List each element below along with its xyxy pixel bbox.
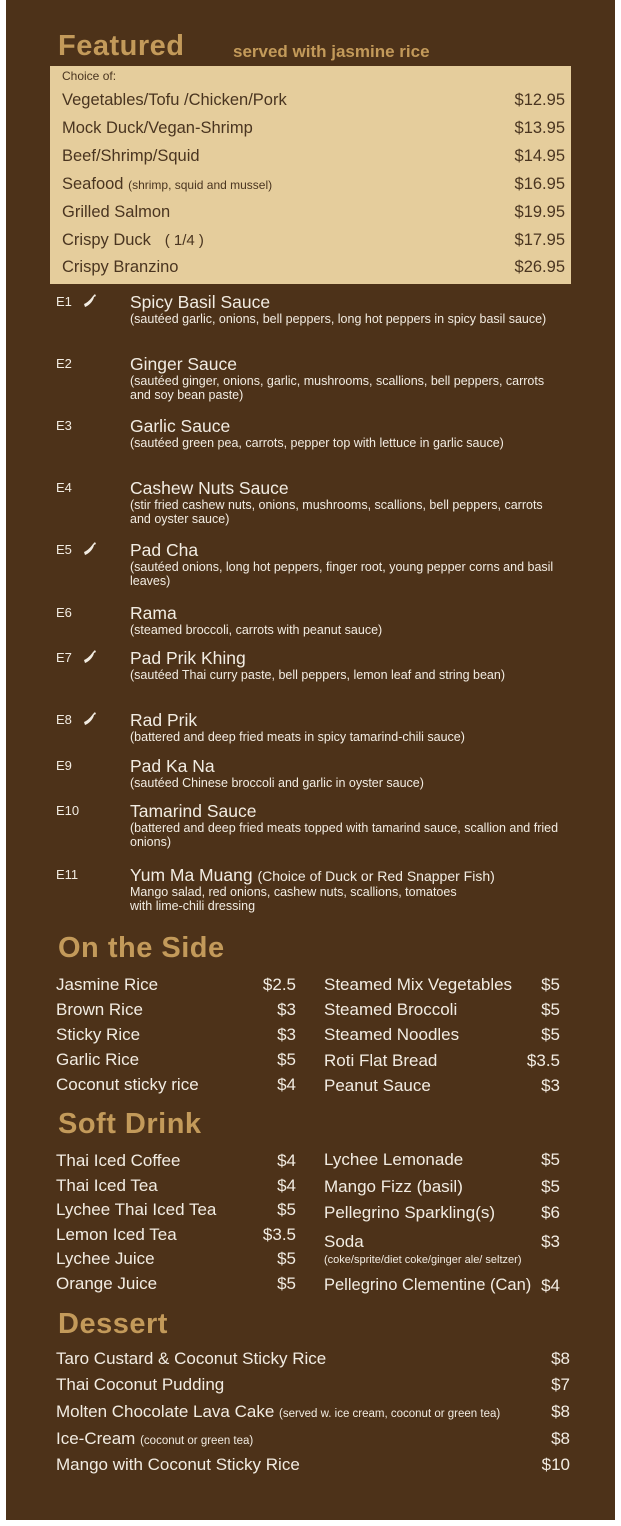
featured-row — [62, 175, 565, 197]
entree-name: Garlic Sauce — [130, 416, 231, 436]
entree-name: Pad Prik Khing — [130, 648, 246, 668]
entree-code: E2 — [56, 356, 72, 371]
featured-row-name: Vegetables/Tofu /Chicken/Pork — [62, 91, 287, 109]
drink-item-price: $5 — [541, 1177, 560, 1196]
featured-row-name: Crispy Duck — [62, 231, 151, 249]
entree-description: (battered and deep fried meats topped with tamarind sauce, scallion and fried onions) — [130, 821, 559, 849]
drink-item-name: Lychee Lemonade — [324, 1150, 464, 1169]
featured-row-price: $16.95 — [514, 175, 565, 193]
entree-name: Rama — [130, 603, 177, 623]
featured-row-name: Mock Duck/Vegan-Shrimp — [62, 119, 253, 137]
dessert-item-name — [56, 1349, 326, 1369]
entree-description: (sautéed ginger, onions, garlic, mushrooms, scallions, bell peppers, carrots and soy bean paste) — [130, 374, 545, 402]
drink-item-price: $3 — [541, 1232, 560, 1251]
entree-name: Ginger Sauce — [130, 354, 238, 374]
dessert-item-name — [56, 1455, 300, 1475]
dessert-name-text: Molten Chocolate Lava Cake — [56, 1402, 275, 1421]
chili-pepper-icon — [82, 293, 98, 309]
entree-code: E6 — [56, 605, 72, 620]
dessert-name-text: Taro Custard & Coconut Sticky Rice — [56, 1349, 327, 1368]
entree-code: E7 — [56, 650, 72, 665]
side-item-price: $3 — [541, 1076, 560, 1095]
featured-row-price: $19.95 — [514, 203, 565, 221]
entree-description: (battered and deep fried meats in spicy tamarind-chili sauce) — [130, 730, 465, 744]
side-item-price: $3 — [277, 1000, 296, 1019]
dessert-item-price: $10 — [541, 1455, 570, 1474]
featured-row — [62, 231, 565, 253]
entree-code: E1 — [56, 294, 72, 309]
dessert-item-price: $8 — [551, 1429, 570, 1448]
entree-code: E4 — [56, 480, 72, 495]
entree-code: E10 — [56, 803, 80, 818]
entree-description: (sautéed Chinese broccoli and garlic in oyster sauce) — [130, 776, 424, 790]
featured-row — [62, 119, 565, 141]
menu-page — [6, 0, 615, 1520]
side-item-price: $5 — [541, 1025, 560, 1044]
side-item-name: Steamed Noodles — [324, 1025, 460, 1044]
side-item-price: $3.5 — [526, 1051, 560, 1070]
entree-description: (sautéed Thai curry paste, bell peppers, lemon leaf and string bean) — [130, 668, 505, 682]
side-item-name: Steamed Mix Vegetables — [324, 975, 513, 994]
entree-description: (steamed broccoli, carrots with peanut sauce) — [130, 623, 383, 637]
entree-code: E11 — [56, 867, 79, 882]
entree-name: Tamarind Sauce — [130, 801, 257, 821]
chili-pepper-icon — [82, 649, 98, 665]
drink-item-name: Pellegrino Sparkling(s) — [324, 1203, 496, 1222]
entree-description: Mango salad, red onions, cashew nuts, scallions, tomatoes with lime-chili dressing — [130, 885, 457, 913]
featured-row — [62, 147, 565, 169]
entree-description: (sautéed onions, long hot peppers, finger root, young pepper corns and basil leaves) — [130, 560, 554, 588]
drink-item-price: $3.5 — [262, 1225, 296, 1244]
entree-description: (sautéed green pea, carrots, pepper top with lettuce in garlic sauce) — [130, 436, 504, 450]
entree-extra: (Choice of Duck or Red Snapper Fish) — [257, 868, 495, 884]
featured-row-note: ( 1/4 ) — [164, 232, 204, 249]
dessert-item-name — [56, 1402, 500, 1422]
drink-item-price: $5 — [541, 1150, 560, 1169]
dessert-item-price: $8 — [551, 1349, 570, 1368]
side-item-price: $4 — [277, 1075, 296, 1094]
side-item-price: $5 — [541, 975, 560, 994]
featured-price-panel — [50, 66, 571, 284]
featured-row-price: $14.95 — [514, 147, 565, 165]
entree-name: Spicy Basil Sauce — [130, 292, 271, 312]
side-item-price: $2.5 — [262, 975, 296, 994]
drink-item-name: Soda — [324, 1232, 364, 1251]
drink-item-name: Lychee Thai Iced Tea — [56, 1200, 217, 1219]
sides-title: On the Side — [58, 932, 225, 964]
featured-title: Featured — [58, 30, 185, 62]
featured-row-name: Crispy Branzino — [62, 258, 179, 276]
featured-row-price: $26.95 — [514, 258, 565, 276]
featured-row-price: $12.95 — [514, 91, 565, 109]
entree-name: Pad Ka Na — [130, 756, 215, 776]
drink-item-name: Thai Iced Tea — [56, 1176, 158, 1195]
entree-description: (sautéed garlic, onions, bell peppers, long hot peppers in spicy basil sauce) — [130, 312, 547, 326]
featured-row — [62, 91, 565, 113]
side-item-name: Coconut sticky rice — [56, 1075, 199, 1094]
drink-item-note: (coke/sprite/diet coke/ginger ale/ seltzer) — [324, 1254, 522, 1266]
drink-item-price: $5 — [277, 1274, 296, 1293]
side-item-name: Brown Rice — [56, 1000, 143, 1019]
featured-row-price: $13.95 — [514, 119, 565, 137]
entree-name: Yum Ma Muang — [130, 865, 253, 885]
dessert-item-note: (coconut or green tea) — [140, 1435, 254, 1447]
side-item-price: $3 — [277, 1025, 296, 1044]
drink-item-price: $4 — [277, 1151, 296, 1170]
featured-row — [62, 203, 565, 225]
dessert-title: Dessert — [58, 1308, 168, 1340]
side-item-name: Garlic Rice — [56, 1050, 140, 1069]
entree-code: E8 — [56, 712, 72, 727]
dessert-item-note: (served w. ice cream, coconut or green tea) — [279, 1408, 501, 1420]
entree-name: Rad Prik — [130, 710, 198, 730]
drink-item-name: Lychee Juice — [56, 1249, 155, 1268]
drink-item-name: Lemon Iced Tea — [56, 1225, 177, 1244]
featured-row-note: (shrimp, squid and mussel) — [128, 178, 273, 192]
side-item-price: $5 — [541, 1000, 560, 1019]
featured-row-name: Beef/Shrimp/Squid — [62, 147, 200, 165]
side-item-name: Sticky Rice — [56, 1025, 141, 1044]
side-item-price: $5 — [277, 1050, 296, 1069]
dessert-item-name — [56, 1429, 253, 1449]
dessert-name-text: Mango with Coconut Sticky Rice — [56, 1455, 300, 1474]
dessert-item-price: $7 — [551, 1375, 570, 1394]
featured-row — [62, 258, 565, 280]
chili-pepper-icon — [82, 541, 98, 557]
dessert-item-price: $8 — [551, 1402, 570, 1421]
choice-label: Choice of: — [62, 69, 117, 83]
drink-item-name: Mango Fizz (basil) — [324, 1177, 463, 1196]
drink-item-name: Thai Iced Coffee — [56, 1151, 181, 1170]
dessert-name-text: Ice-Cream — [56, 1429, 136, 1448]
dessert-item-name — [56, 1375, 224, 1395]
drink-item-price: $6 — [541, 1203, 560, 1222]
chili-pepper-icon — [82, 711, 98, 727]
featured-row-price: $17.95 — [514, 231, 565, 249]
featured-subtitle: served with jasmine rice — [233, 42, 430, 61]
side-item-name: Steamed Broccoli — [324, 1000, 458, 1019]
drink-item-price: $5 — [277, 1249, 296, 1268]
side-item-name: Jasmine Rice — [56, 975, 159, 994]
entree-name: Pad Cha — [130, 540, 199, 560]
entree-name: Cashew Nuts Sauce — [130, 478, 289, 498]
entree-code: E3 — [56, 418, 72, 433]
drink-item-price: $4 — [541, 1276, 560, 1295]
entree-code: E9 — [56, 758, 72, 773]
side-item-name: Roti Flat Bread — [324, 1051, 438, 1070]
drinks-title: Soft Drink — [58, 1108, 202, 1140]
drink-item-price: $4 — [277, 1176, 296, 1195]
side-item-name: Peanut Sauce — [324, 1076, 431, 1095]
drink-item-name: Pellegrino Clementine (Can) — [324, 1276, 532, 1294]
dessert-name-text: Thai Coconut Pudding — [56, 1375, 225, 1394]
entree-code: E5 — [56, 542, 72, 557]
drink-item-name: Orange Juice — [56, 1274, 158, 1293]
featured-row-name: Grilled Salmon — [62, 203, 171, 221]
featured-row-name: Seafood — [62, 175, 124, 193]
entree-description: (stir fried cashew nuts, onions, mushrooms, scallions, bell peppers, carrots and oyster sauce) — [130, 498, 543, 526]
drink-item-price: $5 — [277, 1200, 296, 1219]
